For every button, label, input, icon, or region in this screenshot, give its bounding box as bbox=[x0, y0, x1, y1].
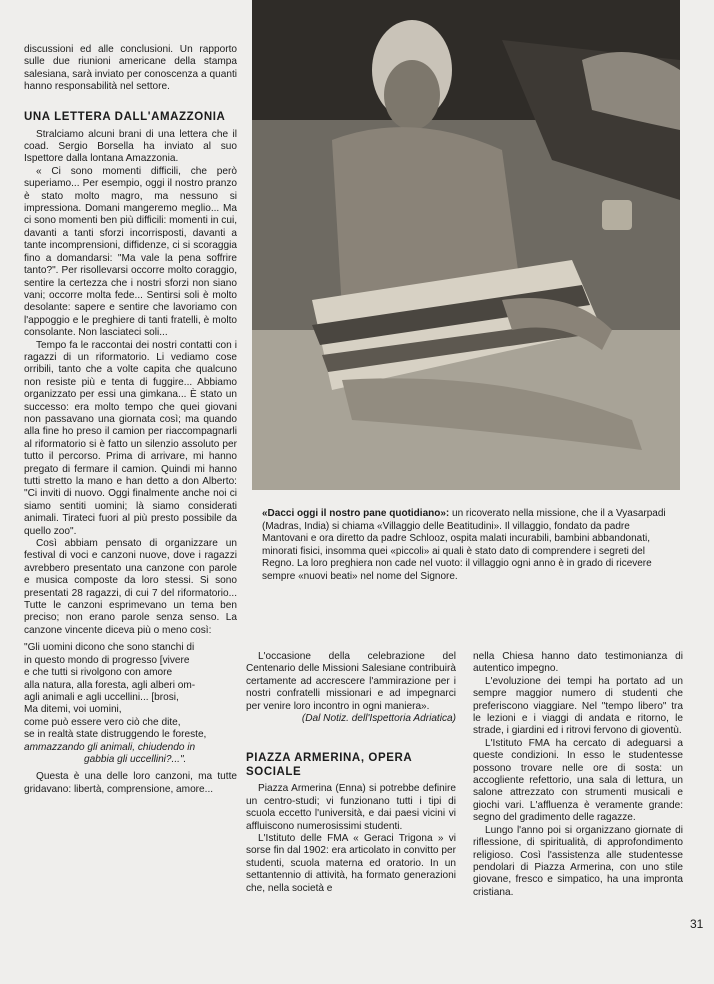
amazzonia-paragraph-4: Così abbiam pensato di organizzare un festival di voci e canzoni nuove, dove i ragazzi avrebbero presentato una canzone con parole e musica composte da loro stessi. Si sono presentati 28 ragazzi, di cui 7 del riformatorio... Tutte le canzoni esprimevano un tema ben preciso; non erano parole senza senso. La canzone vincente diceva più o meno così: bbox=[24, 538, 237, 636]
source-note: (Dal Notiz. dell'Ispettoria Adriatica) bbox=[301, 713, 456, 725]
lyric-line: in questo mondo di progresso [vivere bbox=[24, 654, 190, 666]
amazzonia-paragraph-5: Questa è una delle loro canzoni, ma tutte gridavano: libertà, comprensione, amore... bbox=[24, 771, 237, 795]
amazzonia-paragraph-2: « Ci sono momenti difficili, che però superiamo... Per esempio, oggi il nostro pranzo è stato molto magro, ma nessuno si impressiona. Domani mangeremo meglio... Ma ci sono momenti ben più difficili: momenti in cui, davanti a tanti sforzi incorrisposti, davanti a tante incomprensioni, diffidenze, ci si scoraggia fino a domandarsi: "Ma vale la pena soffrire tanto?". Per risollevarsi occorre molto coraggio, sentire la certezza che i nostri sforzi non siano vani; occorre molta fede... Sentirsi soli è molto desolante: sapere e sentire che lavoriamo con l'appoggio e le preghiere di tanti fratelli, è molto consolante. Non lasciateci soli... bbox=[24, 165, 237, 339]
piazza-paragraph-1: Piazza Armerina (Enna) si potrebbe definire un centro-studi; vi funzionano tutti i tipi di scuola eccetto l'università, e dai paesi vicini vi affluiscono numerosissimi studenti. bbox=[246, 783, 456, 832]
song-lyrics bbox=[24, 642, 237, 766]
lyric-line: se in realtà state distruggendo le foreste, bbox=[24, 729, 207, 741]
right-column bbox=[473, 651, 683, 899]
amazzonia-paragraph-3: Tempo fa le raccontai dei nostri contatti con i ragazzi di un riformatorio. Li vediamo cose orribili, tanto che a volte capita che qualcuno non resiste più e tenta di fuggire... Abbiamo organizzato per essi una gimkana... È stato un successo: era molto tempo che quei giovani non passavano una giornata così; ma quando alla fine ho preso il camion per riaccompagnarli al riformatorio si è fatto un silenzio assoluto per tutto il percorso. Prima di arrivare, mi hanno pregato di fermare il camion. Quindi mi hanno tutti stretto la mano e han detto a don Alberto: "Ci inviti di nuovo. Oggi finalmente anche noi ci siamo sentiti uomini; là siamo considerati animali. Tirateci fuori al più presto possibile da quello zoo". bbox=[24, 339, 237, 537]
heading-amazzonia: UNA LETTERA DALL'AMAZZONIA bbox=[24, 110, 226, 123]
piazza-paragraph-5: L'Istituto FMA ha cercato di adeguarsi a queste condizioni. In esso le studentesse possono trovare nelle ore di sosta: un accogliente refettorio, una sala di lettura, un salone attrezzato con strumenti musicali e giochi vari. L'affluenza è veramente grande: segno del gradimento delle ragazze. bbox=[473, 737, 683, 824]
lyric-line: alla natura, alla foresta, agli alberi om- bbox=[24, 679, 196, 691]
photo-seated-man bbox=[252, 0, 680, 490]
caption-text: un ricoverato nella missione, che il a Vyasarpadi (Madras, India) si chiama «Villaggio delle Beatitudini». Il villaggio, fondato da padre Mantovani e ora diretto da padre Schlooz, ospita malati incurabili, bambini abbandonati, minorati fisici, insomma quei «piccoli» ai quali è stato dato di comprendere i segreti del Regno. La loro preghiera non cade nel vuoto: il villaggio ogni anno è in grado di ricevere sempre «nuovi beati» nel nome del Signore. bbox=[262, 508, 666, 582]
lyric-line: agli animali e agli uccellini... [brosi, bbox=[24, 691, 179, 703]
amazzonia-paragraph-1: Stralciamo alcuni brani di una lettera che il coad. Sergio Borsella ha inviato al suo Ispettore dalla lontana Amazzonia. bbox=[24, 128, 237, 165]
piazza-paragraph-3: nella Chiesa hanno dato testimonianza di autentico impegno. bbox=[473, 651, 683, 675]
left-column bbox=[24, 44, 237, 796]
piazza-paragraph-6: Lungo l'anno poi si organizzano giornate di riflessione, di spiritualità, di approfondimento religioso. Così l'assistenza alle studentesse pendolari di Piazza Armerina, con uno stile giovane, fresco e simpatico, ha una impronta cristiana. bbox=[473, 824, 683, 898]
intro-paragraph: discussioni ed alle conclusioni. Un rapporto sulle due riunioni americane della stampa salesiana, sarà inviato per conoscenza a quanti hanno responsabilità nel settore. bbox=[24, 44, 237, 93]
piazza-paragraph-2: L'Istituto delle FMA « Geraci Trigona » vi sorse fin dal 1902: era articolato in convitto per studenti, scuola materna ed oratorio. In un settantennio di attività, ha formato generazioni che, nella società e bbox=[246, 833, 456, 894]
piazza-paragraph-4: L'evoluzione dei tempi ha portato ad un sempre maggior numero di studenti che preferiscono viaggiare. Nel "tempo libero" tra le lezioni e i viaggi di andata e ritorno, le strade, i giardini ed i ritrovi fervono di gioventù. bbox=[473, 675, 683, 737]
caption-lead: «Dacci oggi il nostro pane quotidiano»: bbox=[262, 508, 450, 519]
lyric-line: "Gli uomini dicono che sono stanchi di bbox=[24, 642, 195, 654]
middle-column bbox=[246, 651, 456, 895]
lyric-line: come può essere vero ciò che dite, bbox=[24, 716, 181, 728]
lyric-line: Ma ditemi, voi uomini, bbox=[24, 704, 122, 716]
heading-piazza-armerina: PIAZZA ARMERINA, OPERA SOCIALE bbox=[246, 752, 412, 779]
lyric-line: gabbia gli uccellini?...". bbox=[84, 753, 187, 765]
photo-illustration bbox=[252, 0, 680, 490]
lyric-line: e che tutti si rivolgono con amore bbox=[24, 667, 173, 679]
lyric-line: ammazzando gli animali, chiudendo in bbox=[24, 741, 196, 753]
page-number: 31 bbox=[690, 917, 704, 931]
centenario-paragraph: L'occasione della celebrazione del Centenario delle Missioni Salesiane contribuirà certamente ad accrescere l'ammirazione per i nostri confratelli missionari e ad impegnarci per venire loro incontro in ogni maniera». bbox=[246, 651, 456, 712]
photo-caption bbox=[262, 508, 674, 584]
